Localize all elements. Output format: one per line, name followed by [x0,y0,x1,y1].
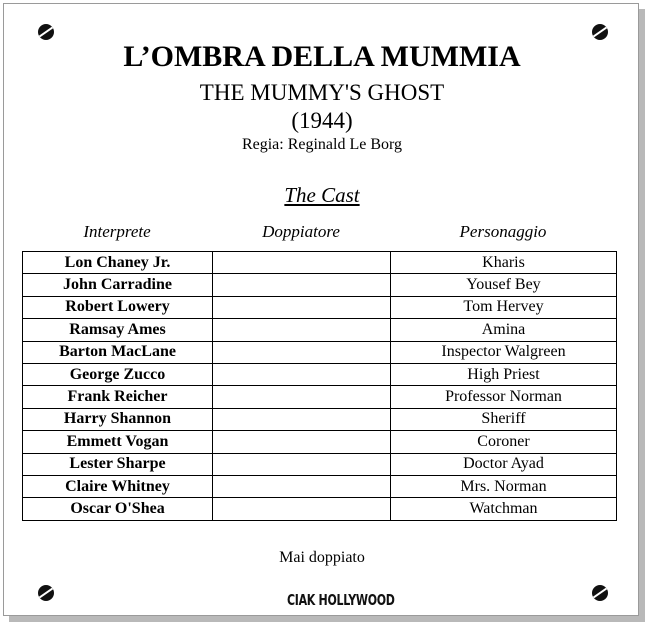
cast-row [23,453,617,475]
dubber-cell [213,453,391,475]
character-cell: Mrs. Norman [391,475,617,497]
character-cell: Watchman [391,498,617,520]
movie-title-original: THE MUMMY'S GHOST [199,80,445,105]
cast-table-body [23,252,617,521]
character-cell: Kharis [391,252,617,274]
ciak-hollywood-logo: CIAK HOLLYWOOD [287,591,395,610]
cast-row [23,341,617,363]
dubber-cell [213,475,391,497]
character-cell: Sheriff [391,408,617,430]
actor-cell: Harry Shannon [23,408,213,430]
screw-icon-bottom-right [592,585,608,601]
dubber-cell [213,498,391,520]
cast-row [23,252,617,274]
character-cell: Coroner [391,431,617,453]
dubber-cell [213,274,391,296]
actor-cell: Claire Whitney [23,475,213,497]
cast-row [23,431,617,453]
screw-icon-top-left [38,24,54,40]
cast-row [23,319,617,341]
character-cell: Doctor Ayad [391,453,617,475]
cast-row [23,475,617,497]
character-cell: Inspector Walgreen [391,341,617,363]
actor-cell: Oscar O'Shea [23,498,213,520]
actor-cell: Lon Chaney Jr. [23,252,213,274]
cast-table [22,251,617,521]
dubber-cell [213,319,391,341]
character-cell: High Priest [391,363,617,385]
movie-director: Regia: Reginald Le Borg [241,136,403,153]
actor-cell: Robert Lowery [23,296,213,318]
dubber-cell [213,296,391,318]
dubber-cell [213,431,391,453]
character-cell: Tom Hervey [391,296,617,318]
column-header-actor: Interprete [83,222,151,241]
screw-icon-bottom-left [38,585,54,601]
cast-heading: The Cast [284,183,360,207]
character-cell: Yousef Bey [391,274,617,296]
actor-cell: John Carradine [23,274,213,296]
actor-cell: Barton MacLane [23,341,213,363]
dubber-cell [213,408,391,430]
dubber-cell [213,252,391,274]
actor-cell: George Zucco [23,363,213,385]
actor-cell: Ramsay Ames [23,319,213,341]
cast-row [23,386,617,408]
actor-cell: Frank Reicher [23,386,213,408]
cast-row [23,363,617,385]
column-header-dubber: Doppiatore [262,222,340,241]
cast-row [23,498,617,520]
character-cell: Professor Norman [391,386,617,408]
cast-row [23,408,617,430]
cast-row [23,296,617,318]
character-cell: Amina [391,319,617,341]
column-header-character: Personaggio [459,222,547,241]
cast-row [23,274,617,296]
movie-year: (1944) [291,108,353,133]
movie-title-italian: L’OMBRA DELLA MUMMIA [123,40,521,73]
dubbing-note: Mai doppiato [279,549,365,566]
actor-cell: Lester Sharpe [23,453,213,475]
actor-cell: Emmett Vogan [23,431,213,453]
dubber-cell [213,341,391,363]
dubber-cell [213,386,391,408]
screw-icon-top-right [592,24,608,40]
cast-plaque [3,3,639,616]
dubber-cell [213,363,391,385]
